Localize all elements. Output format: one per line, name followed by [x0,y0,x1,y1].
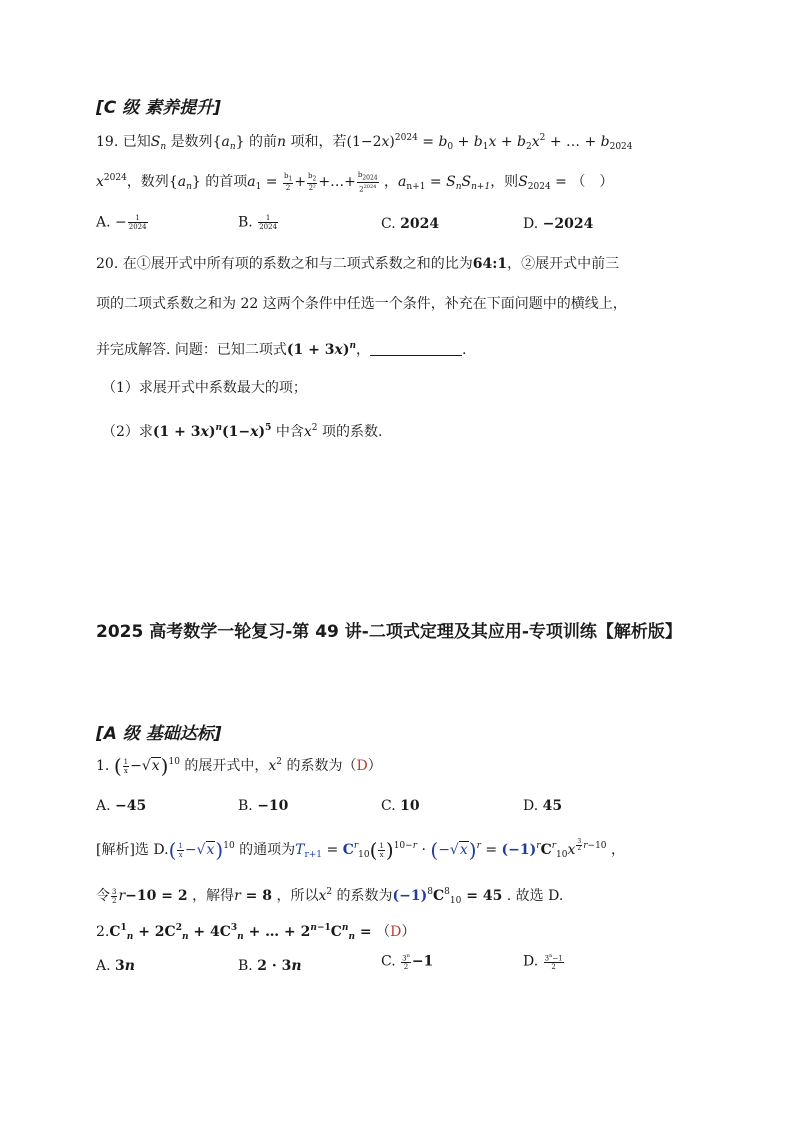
q19-option-a: A. − $\frac{1}{2024}$ [96,214,147,231]
section-c-header: [C 级 素养提升] [96,98,221,118]
q1-option-a: A. −45 [96,798,147,814]
q20-number: 20. [96,256,119,272]
q19-line2: $x^{2024}$，数列$\{a_n\}$ 的首项$a_1$ = $\frac{b_1}{2}$ + $\frac{b_2}{\text{2²}}$ +…+ $\frac{b_{2024}}{2^{2024}}$ ，$a_{n+1} = S_nS_{n+1}$，则$S_{2024}$ = （ ） [96,170,614,194]
q1-option-d: D. 45 [523,798,563,814]
q2-number: 2. [96,924,110,940]
q19-option-d: D. −2024 [523,216,594,232]
q1-option-b: B. −10 [238,798,289,814]
q1-option-c: C. 10 [381,798,420,814]
q1-number: 1. [96,758,110,774]
q19-option-c: C. 2024 [381,216,440,232]
document-title: 2025 高考数学一轮复习-第 49 讲-二项式定理及其应用-专项训练【解析版】 [96,622,682,642]
q2-option-d: D. $\frac{3^n-1}{2}$ [523,953,563,972]
q1-solution-line1: [解析]选 D.( $\frac{1}{x}$ −√x)$^{10}$ 的通项为$T_{r+1} = C^r_{10}$( $\frac{1}{x}$ )$^{10-r} \cdot (-√x)^r = (-1)^rC^r_{10}x$ $^{\frac{3}{2} r-10}$ ， [96,838,625,862]
q20-part2: （2）求$(1 + 3x)^n(1-x)^5$ 中含$x^2$ 项的系数. [102,423,383,440]
q2-option-b: B. 2 · 3n [238,958,302,974]
q2-answer: D [390,924,402,940]
q19-option-b: B. $\frac{1}{2024}$ [238,214,278,231]
q19-line1: 19. 已知$S_n$ 是数列$\{a_n\}$ 的前n 项和，若$(1-2x)^{2024} = b_0 + b_1x + b_2x^2$ + … + $b_{2024}$ [96,133,633,152]
q20-part1: （1）求展开式中系数最大的项； [102,380,307,396]
q1-solution-line2: 令 $\frac{3}{2}$ r−10 = 2 ，解得r = 8 ，所以$x^2$ 的系数为$(-1)^8C^8_{10} = 45$ . 故选 D. [96,887,564,906]
answer-blank [370,343,462,356]
q1-line: 1. ( $\frac{1}{x}$ −√x)$^{10}$ 的展开式中，$x^2$ 的系数为（D） [96,754,382,778]
q2-option-a: A. 3n [96,958,135,974]
q2-line: $2.C^1_n + 2C^2_n + 4C^3_n$ + … + $2^{n-1}C^n_n = (D)$ [96,923,416,942]
q20-line1: 20. 在①展开式中所有项的系数之和与二项式系数之和的比为64:1，②展开式中前三 [96,256,620,272]
q2-option-c: C. $\frac{3^n}{2}$ −1 [381,953,434,972]
q20-line2: 项的二项式系数之和为 22 这两个条件中任选一个条件，补充在下面问题中的横线上， [96,296,627,312]
q1-answer: D [356,758,368,774]
section-a-header: [A 级 基础达标] [96,724,222,744]
q19-number: 19. [96,134,119,150]
q20-line3: 并完成解答. 问题：已知二项式$(1 + 3x)^n$， . [96,341,467,358]
